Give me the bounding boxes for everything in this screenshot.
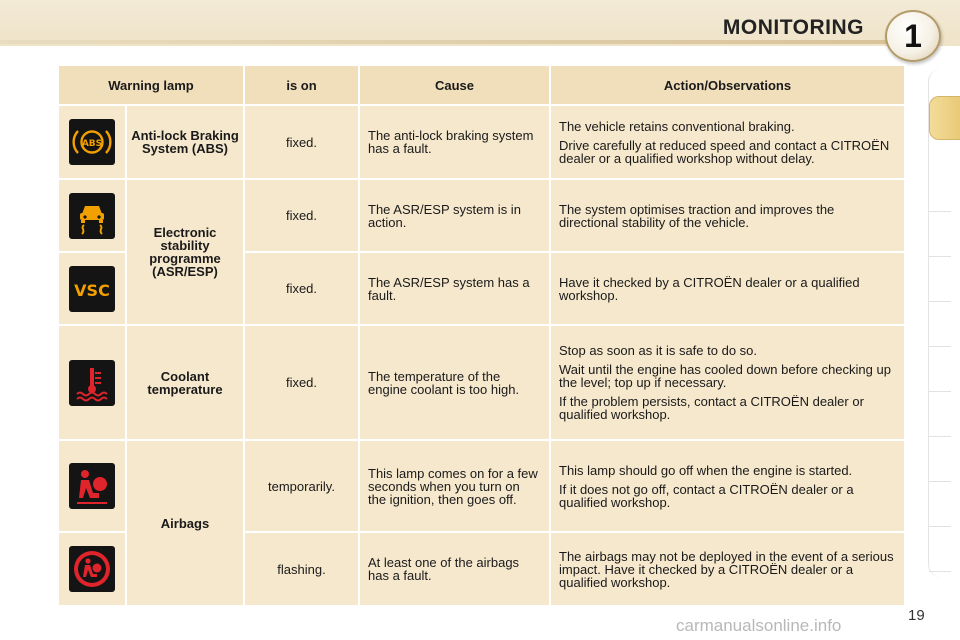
chapter-tab[interactable] [929,438,951,482]
chapter-tab[interactable] [929,348,951,392]
cause-text: This lamp comes on for a few seconds when you turn on the ignition, then goes off. [359,440,550,532]
table-row [58,440,905,532]
is-on-value: temporarily. [244,440,359,532]
action-line: The system optimises traction and improves the directional stability of the vehicle. [559,201,835,230]
header-is-on: is on [244,65,359,105]
is-on-value: fixed. [244,179,359,252]
action-text [550,105,905,179]
action-line: Have it checked by a CITROËN dealer or a qualified workshop. [559,274,860,303]
vsc-icon-text: VSC [74,280,110,300]
action-line: Drive carefully at reduced speed and contact a CITROËN dealer or a qualified workshop without delay. [559,137,890,166]
abs-warning-icon [69,119,115,165]
is-on-value: fixed. [244,325,359,440]
action-text [550,252,905,325]
cause-text: At least one of the airbags has a fault. [359,532,550,606]
icon-cell [58,179,126,252]
chapter-tab[interactable] [929,258,951,302]
icon-cell [58,325,126,440]
cause-text: The anti-lock braking system has a fault. [359,105,550,179]
page-title: MONITORING [722,16,864,39]
cause-text: The temperature of the engine coolant is too high. [359,325,550,440]
skid-car-icon [69,193,115,239]
vsc-icon [69,266,115,312]
chapter-tab[interactable] [929,303,951,347]
chapter-tab[interactable] [929,483,951,527]
chapter-tab[interactable] [929,393,951,437]
icon-cell [58,440,126,532]
action-line: If it does not go off, contact a CITROËN dealer or a qualified workshop. [559,481,854,510]
action-text [550,532,905,606]
airbag-icon [69,463,115,509]
watermark: carmanualsonline.info [676,616,842,635]
is-on-value: fixed. [244,252,359,325]
is-on-value: fixed. [244,105,359,179]
chapter-tab[interactable] [929,213,951,257]
action-text [550,440,905,532]
chapter-tab-active[interactable] [929,96,960,140]
header-warning-lamp: Warning lamp [58,65,244,105]
chapter-badge: 1 [885,10,941,62]
chapter-tab[interactable] [929,168,951,212]
cause-text: The ASR/ESP system is in action. [359,179,550,252]
table-header-row [58,65,905,105]
airbag-fault-icon [69,546,115,592]
header-rule [0,40,900,44]
action-text [550,325,905,440]
svg-text:ABS: ABS [81,139,103,149]
icon-cell [58,105,126,179]
action-line: Stop as soon as it is safe to do so. [559,343,758,358]
lamp-name: Coolant temperature [126,325,244,440]
action-line: This lamp should go off when the engine is started. [559,462,853,478]
action-text [550,179,905,252]
warning-lamp-table [57,64,906,607]
action-line: Wait until the engine has cooled down before checking up the level; top up if necessary. [559,362,891,390]
coolant-temperature-icon [69,360,115,406]
lamp-name: Airbags [126,440,244,606]
table-row [58,179,905,252]
header-action: Action/Observations [550,65,905,105]
chapter-tabs [928,68,960,578]
icon-cell [58,532,126,606]
table-row [58,105,905,179]
action-line: The airbags may not be deployed in the event of a serious impact. Have it checked by a CITROËN dealer or a qualified workshop. [559,548,894,590]
is-on-value: flashing. [244,532,359,606]
icon-cell [58,252,126,325]
page-number: 19 [908,607,925,624]
action-line: The vehicle retains conventional braking. [559,118,795,134]
cause-text: The ASR/ESP system has a fault. [359,252,550,325]
lamp-name: Anti-lock Braking System (ABS) [126,105,244,179]
lamp-name: Electronic stability programme (ASR/ESP) [126,179,244,325]
chapter-tab[interactable] [929,528,951,572]
header-cause: Cause [359,65,550,105]
action-line: If the problem persists, contact a CITROËN dealer or qualified workshop. [559,394,864,422]
table-row [58,325,905,440]
